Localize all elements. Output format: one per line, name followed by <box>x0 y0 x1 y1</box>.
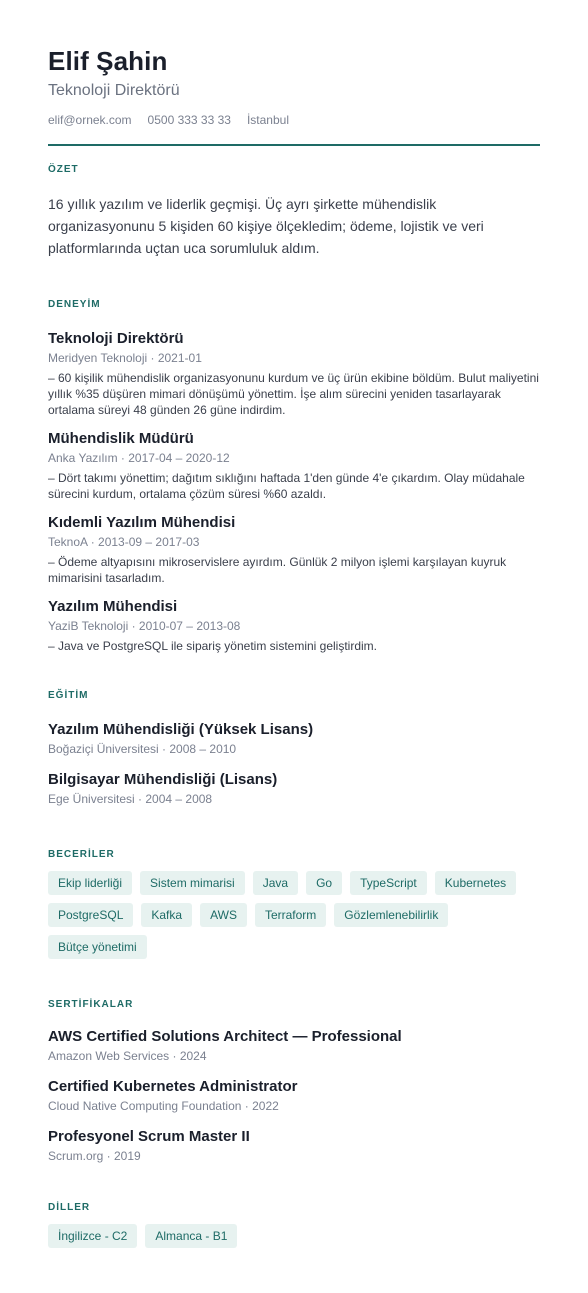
certification-meta: Cloud Native Computing Foundation · 2022 <box>48 1099 279 1113</box>
experience-title: Teknoloji Direktörü <box>48 330 184 347</box>
skill-chip: AWS <box>200 903 247 927</box>
summary-heading: ÖZET <box>48 164 79 175</box>
summary-text: 16 yıllık yazılım ve liderlik geçmişi. Üç ayrı şirkette mühendislik organizasyonunu 5 kişiden 60 kişiye ölçekledim; ödeme, lojistik ve veri platformlarında uçtan uca sorumluluk aldım. <box>48 196 484 256</box>
experience-meta: Meridyen Teknoloji · 2021-01 <box>48 351 202 365</box>
skill-chip: Bütçe yönetimi <box>48 935 147 959</box>
skill-chip: Sistem mimarisi <box>140 871 245 895</box>
experience-item <box>48 513 540 586</box>
email-text: elif@ornek.com <box>48 113 132 127</box>
summary-section <box>48 164 540 259</box>
certifications-section <box>48 999 540 1164</box>
certification-meta: Amazon Web Services · 2024 <box>48 1049 207 1063</box>
city-text: İstanbul <box>246 113 289 127</box>
experience-item <box>48 597 540 654</box>
skill-chip: Ekip liderliği <box>48 871 132 895</box>
experience-meta: TeknoA · 2013-09 – 2017-03 <box>48 535 200 549</box>
experience-section <box>48 299 540 654</box>
education-heading: EĞİTİM <box>48 690 89 701</box>
education-meta: Ege Üniversitesi · 2004 – 2008 <box>48 792 213 806</box>
skill-chip: Go <box>306 871 342 895</box>
experience-heading: DENEYİM <box>48 299 101 310</box>
education-title: Bilgisayar Mühendisliği (Lisans) <box>48 771 278 788</box>
experience-desc: – Java ve PostgreSQL ile sipariş yönetim sistemini geliştirdim. <box>48 639 378 653</box>
skill-chip: Kubernetes <box>435 871 516 895</box>
certification-item <box>48 1127 540 1164</box>
skill-chip: PostgreSQL <box>48 903 133 927</box>
contact-line <box>48 112 540 128</box>
skills-list <box>48 871 540 959</box>
skill-chip: Terraform <box>255 903 326 927</box>
certification-title: AWS Certified Solutions Architect — Professional <box>48 1028 402 1045</box>
experience-desc: – 60 kişilik mühendislik organizasyonunu kurdum ve üç ürün ekibine böldüm. Bulut maliyetini yıllık %35 düşüren mimari dönüşümü yönettim. İşe alım sürecini yeniden tasarlayarak ortalama süreyi 48 günden 26 güne indirdim. <box>48 371 539 417</box>
skill-chip: Gözlemlenebilirlik <box>334 903 448 927</box>
certification-meta: Scrum.org · 2019 <box>48 1149 141 1163</box>
resume-header <box>48 0 540 146</box>
skill-chip: Kafka <box>141 903 192 927</box>
certification-item <box>48 1027 540 1064</box>
phone-text: 0500 333 33 33 <box>147 113 231 127</box>
languages-list <box>48 1224 540 1248</box>
experience-meta: Anka Yazılım · 2017-04 – 2020-12 <box>48 451 230 465</box>
certification-title: Certified Kubernetes Administrator <box>48 1078 298 1095</box>
experience-title: Mühendislik Müdürü <box>48 430 194 447</box>
skills-section <box>48 849 540 959</box>
skill-chip: Java <box>253 871 298 895</box>
experience-item <box>48 329 540 418</box>
certification-title: Profesyonel Scrum Master II <box>48 1128 250 1145</box>
header-divider <box>48 144 540 146</box>
experience-desc: – Ödeme altyapısını mikroservislere ayırdım. Günlük 2 milyon işlemi karşılayan kuyruk mimarisini tasarladım. <box>48 555 507 585</box>
experience-title: Yazılım Mühendisi <box>48 598 178 615</box>
languages-heading: DİLLER <box>48 1202 91 1213</box>
job-title: Teknoloji Direktörü <box>48 82 180 99</box>
education-meta: Boğaziçi Üniversitesi · 2008 – 2010 <box>48 742 237 756</box>
education-section <box>48 690 540 807</box>
languages-section <box>48 1202 540 1248</box>
skill-chip: TypeScript <box>350 871 427 895</box>
education-title: Yazılım Mühendisliği (Yüksek Lisans) <box>48 721 314 738</box>
skills-heading: BECERİLER <box>48 849 115 860</box>
experience-meta: YaziB Teknoloji · 2010-07 – 2013-08 <box>48 619 241 633</box>
experience-item <box>48 429 540 502</box>
certifications-heading: SERTİFİKALAR <box>48 999 134 1010</box>
language-chip: Almanca - B1 <box>145 1224 237 1248</box>
language-chip: İngilizce - C2 <box>48 1224 137 1248</box>
education-item <box>48 770 540 807</box>
education-item <box>48 720 540 757</box>
certification-item <box>48 1077 540 1114</box>
experience-title: Kıdemli Yazılım Mühendisi <box>48 514 236 531</box>
person-name: Elif Şahin <box>48 46 168 76</box>
experience-desc: – Dört takımı yönettim; dağıtım sıklığını haftada 1'den günde 4'e çıkardım. Olay müdahale sürecini kurdum, ortalama çözüm süresi %60 azaldı. <box>48 471 525 501</box>
